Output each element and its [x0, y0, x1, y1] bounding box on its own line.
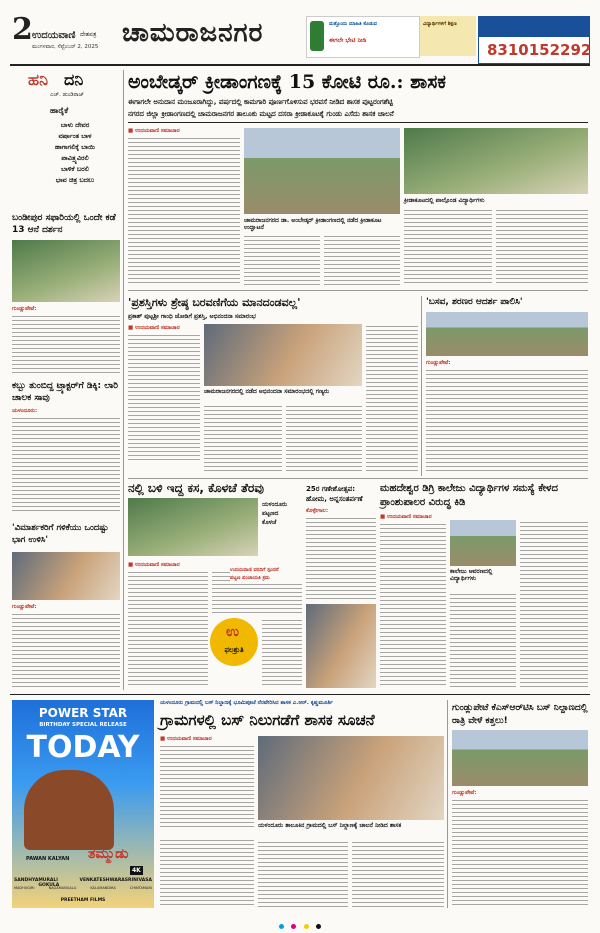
college-caption: ಕಾಲೇಜು ಆವರಣದಲ್ಲಿ ವಿದ್ಯಾರ್ಥಿಗಳು	[450, 568, 493, 582]
left-story1-lead: ಗುಂಡ್ಲುಪೇಟೆ:	[12, 306, 37, 312]
left-story3-lead: ಗುಂಡ್ಲುಪೇಟೆ:	[12, 604, 37, 610]
canal-photo	[128, 498, 258, 556]
bus-body-col2	[160, 838, 254, 908]
canal-side-line: ಕೊಳಚೆ	[262, 519, 277, 526]
theater-name: SRINIVASA	[124, 878, 152, 883]
poem-line: ಭಾವ ಚಿತ್ರ ಬದಲು	[55, 176, 95, 184]
praise-headline: 'ಪ್ರಶಸ್ತಿಗಳು ಶ್ರೇಷ್ಠ ಬರವಣಿಗೆಯ ಮಾನದಂಡವಲ್ಲ'	[128, 296, 301, 309]
bus-byline: ■ ಉದಯವಾಣಿ ಸಮಾಚಾರ	[160, 736, 212, 742]
canal-note: ಉದಯವಾಣಿ ವರದಿಗೆ ಸ್ಪಂದನೆ	[230, 567, 279, 573]
basava-body	[426, 368, 588, 474]
lead-deck-2: ನಗರದ ಜಿಲ್ಲಾ ಕ್ರೀಡಾಂಗಣದಲ್ಲಿ ಚಾಮರಾಜನಗರ ತಾಲೂಕು ಮಟ್ಟದ ದಸರಾ ಕ್ರೀಡಾಕೂಟಕ್ಕೆ ಗುಂಡು ಎಸೆದು ಶಾಸಕ ಚಾಲನೆ	[128, 110, 394, 118]
cinema-4k-badge: 4K	[132, 867, 141, 874]
mid-section-rule	[128, 478, 588, 479]
bottom-column-rule	[447, 700, 448, 908]
lead-caption-main: ಚಾಮರಾಜನಗರದ ಡಾ. ಅಂಬೇಡ್ಕರ್ ಕ್ರೀಡಾಂಗಣದಲ್ಲಿ ನಡೆದ ಕ್ರೀಡಾಕೂಟ ಉದ್ಘಾಟನೆ	[244, 217, 382, 231]
masthead-rule	[10, 64, 590, 66]
left-story2-headline: ಕಬ್ಬು ತುಂಬಿದ್ದ ಟ್ರ್ಯಾಕ್ಟರ್‌ಗೆ ಡಿಕ್ಕಿ: ಲಾರಿ ಚಾಲಕ ಸಾವು	[12, 381, 119, 403]
canal-body-col3	[262, 618, 302, 688]
lead-deck-rule	[128, 122, 588, 123]
honey-title-b: ದನಿ	[64, 70, 84, 89]
phone-icon	[310, 21, 324, 51]
lead-deck-1: ಈಗಾಗಲೇ ಅನುದಾನ ಮಂಜೂರಾಗಿದ್ದು, ವರ್ಷದಲ್ಲಿ ಕಾಮಗಾರಿ ಪೂರ್ಣಗೊಳಿಸುವ ಭರವಸೆ ನೀಡಿದ ಶಾಸಕ ಪುಟ್ಟರಂಗಶೆಟ್ಟಿ	[128, 98, 393, 106]
phalashruti-label: ಫಲಶ್ರುತಿ	[224, 646, 244, 654]
praise-byline: ■ ಉದಯವಾಣಿ ಸಮಾಚಾರ	[128, 325, 180, 331]
theater-name: MURALI GOKULA	[38, 878, 60, 888]
canal-side-line: ಯಳಂದೂರು	[262, 501, 288, 508]
registration-dot	[291, 924, 296, 929]
left-story2-body	[12, 416, 120, 514]
praise-deck: ಪ್ರಕಾಶ್ ಪುಟ್ಟಶ್ರೀ ಗಾಂಧಿ ಜೋಡಿಗೆ ಪ್ರಶಸ್ತಿ, ಅಭಿನಂದನಾ ಸಮಾರಂಭ	[128, 313, 256, 320]
lead-end-rule	[128, 290, 588, 291]
color-registration-marks	[0, 914, 600, 924]
phalashruti-logo: ಉ	[226, 624, 239, 640]
poem-line: ಬಾಳು ದೇವರ	[60, 121, 90, 129]
college-body-col3	[520, 520, 588, 688]
cinema-film-title: ತಮ್ಮುಡು	[88, 846, 129, 862]
cinema-star-name: PAWAN KALYAN	[26, 856, 70, 862]
header-ad-1	[306, 16, 420, 58]
elephant-photo	[12, 240, 120, 302]
lead-caption-side: ಕ್ರೀಡಾಕೂಟದಲ್ಲಿ ಪಾಲ್ಗೊಂಡ ವಿದ್ಯಾರ್ಥಿಗಳು	[404, 197, 485, 204]
header-ad-3	[478, 16, 590, 64]
cinema-ad	[12, 700, 154, 908]
canal-byline: ■ ಉದಯವಾಣಿ ಸಮಾಚಾರ	[128, 562, 180, 568]
bus-caption: ಯಳಂದೂರು ತಾಲೂಕಿನ ಗ್ರಾಮದಲ್ಲಿ ಬಸ್ ನಿಲ್ದಾಣಕ್ಕೆ ಚಾಲನೆ ನೀಡಿದ ಶಾಸಕ	[258, 822, 402, 829]
cinema-top: POWER STAR	[38, 706, 128, 720]
homa-photo	[306, 604, 376, 688]
registration-dot	[316, 924, 321, 929]
homa-headline: 25ರ ಗಣೇಶೋತ್ಸವ: ಹೋಮ, ಅನ್ನಸಂತರ್ಪಣೆ	[306, 485, 363, 503]
lead-body-col3	[324, 234, 400, 286]
cinema-towns	[14, 886, 152, 890]
homa-body	[306, 516, 376, 602]
poem-line: ಪಾವಿತ್ರ್ಯವಿರಲಿ	[61, 154, 89, 162]
praise-column-rule	[421, 296, 422, 476]
issue-date: ಮಂಗಳವಾರ, ಸೆಪ್ಟೆಂಬರ್ 2, 2025	[32, 44, 99, 50]
lead-byline: ■ ಉದಯವಾಣಿ ಸಮಾಚಾರ	[128, 128, 180, 134]
gundlu-body	[452, 798, 588, 908]
canal-side-line: ಪಟ್ಟಣದ	[262, 510, 279, 517]
bus-body-col4	[352, 840, 444, 908]
canal-headline: ನಲ್ಲಿ ಬಳಿ ಇದ್ದ ಕಸ, ಕೊಳಚೆ ತೆರವು	[128, 481, 264, 495]
college-photo	[450, 520, 516, 566]
gundlu-headline: ಗುಂಡ್ಲುಪೇಟೆ ಕೆಎಸ್ಆರ್‌ಟಿಸಿ ಬಸ್ ನಿಲ್ದಾಣದಲ್ಲಿ ರಾತ್ರಿ ವೇಳೆ ಕತ್ತಲು!	[452, 703, 588, 726]
college-body-col2	[450, 592, 516, 688]
poem-line: ಬಾಳಿಕೆ ಬರಲಿ	[61, 165, 89, 173]
lead-body-col4	[404, 208, 492, 286]
header-ad-2-line: ವಿದ್ಯಾರ್ಥಿಗಳಿಗೆ ಶಿಕ್ಷಣ	[423, 21, 457, 27]
honey-box	[10, 70, 122, 210]
homa-lead: ಕೊಳ್ಳೇಗಾಲ:	[306, 508, 329, 514]
praise-photo	[204, 324, 362, 386]
lead-photo-main	[244, 128, 400, 214]
section-title: ಚಾಮರಾಜನಗರ	[122, 18, 264, 48]
registration-dot	[304, 924, 309, 929]
left-story3-body	[12, 612, 120, 688]
column-rule-left	[123, 70, 124, 690]
praise-caption: ಚಾಮರಾಜನಗರದಲ್ಲಿ ನಡೆದ ಅಭಿನಂದನಾ ಸಮಾರಂಭದಲ್ಲಿ ಗಣ್ಯರು	[204, 388, 330, 395]
left-story1-headline: ಬಂಡೀಪುರ ಸಫಾರಿಯಲ್ಲಿ ಒಂದೇ ಕಡೆ 13 ಆನೆ ದರ್ಶನ	[12, 213, 116, 235]
poem-line: ಹಾಗಾಗಲಿಕ್ಕೆ ಬಾಯಿ	[54, 143, 96, 151]
bus-body-col3	[258, 840, 348, 908]
bus-body-col1	[160, 744, 254, 828]
honey-title-a: ಹನಿ	[28, 70, 48, 89]
bus-photo	[258, 736, 444, 820]
left-story3-photo	[12, 552, 120, 600]
lead-headline: ಅಂಬೇಡ್ಕರ್ ಕ್ರೀಡಾಂಗಣಕ್ಕೆ 15 ಕೋಟಿ ರೂ.: ಶಾಸಕ	[128, 71, 446, 93]
registration-dot	[279, 924, 284, 929]
bottom-section-rule	[10, 694, 590, 695]
canal-note: ಪಟ್ಟಣ ಪಂಚಾಯತಿ ಕ್ರಮ	[230, 575, 270, 581]
theater-name: SANDHYA	[14, 878, 39, 883]
basava-headline: 'ಬಸವ, ಶರಣರ ಆದರ್ಶ ಪಾಲಿಸಿ'	[426, 297, 523, 307]
college-body-col1	[380, 522, 446, 688]
left-story2-lead: ಯಳಂದೂರು:	[12, 408, 38, 414]
bus-kicker: ಯಳಂದೂರು ಗ್ರಾಮದಲ್ಲಿ ಬಸ್ ನಿಲ್ದಾಣಕ್ಕೆ ಭೂಮಿಪೂಜೆ ನೆರವೇರಿಸಿದ ಶಾಸಕ ಎ.ಆರ್. ಕೃಷ್ಣಮೂರ್ತಿ	[160, 700, 333, 706]
poem-line: ವರ್ಷಾಂತ ಬಾಳ	[58, 132, 92, 140]
header-ad-3-band	[479, 17, 589, 37]
lead-body-col2	[244, 234, 320, 286]
header-ad-1-line2: ಈಗಲೇ ಭೇಟಿ ನೀಡಿ	[329, 37, 367, 44]
canal-notes	[230, 566, 302, 582]
header-ad-3-phone: 8310152292	[487, 41, 592, 59]
bus-headline: ಗ್ರಾಮಗಳಲ್ಲಿ ಬಸ್ ನಿಲುಗಡೆಗೆ ಶಾಸಕ ಸೂಚನೆ	[160, 711, 375, 729]
basava-lead: ಗುಂಡ್ಲುಪೇಟೆ:	[426, 360, 451, 366]
basava-photo	[426, 312, 588, 356]
praise-body-col1	[128, 333, 200, 463]
town-name: CHINTAMANI	[129, 886, 152, 890]
honey-poem	[30, 120, 120, 186]
page-number: 2	[12, 12, 33, 47]
header-ad-1-line1: ಮತ್ತೊಂದು ಮಾಹಿತಿ ಕೊಡುವ	[329, 21, 377, 27]
town-name: MADHUGIRI	[14, 886, 35, 890]
canal-body-col1	[128, 570, 208, 688]
paper-name: ಉದಯವಾಣಿ	[32, 30, 76, 41]
canal-side-text	[262, 500, 302, 527]
college-byline: ■ ಉದಯವಾಣಿ ಸಮಾಚಾರ	[380, 514, 432, 520]
praise-body-col2	[204, 404, 282, 474]
town-name: NAGAMANGALA	[48, 886, 77, 890]
cinema-big: TODAY	[26, 730, 140, 765]
phalashruti-badge	[210, 618, 258, 666]
left-story3-headline: 'ವಿಮಾರ್ಶಕರಿಗೆ ಗಳಿಕೆಯು ಒಂದಷ್ಟು ಭಾಗ ಉಳಿಸಿ'	[12, 523, 109, 545]
edition-label: ದೇಶಪತ್ರ	[80, 31, 97, 38]
college-headline: ಮಹದೇಶ್ವರ ಡಿಗ್ರಿ ಕಾಲೇಜು ವಿದ್ಯಾರ್ಥಿಗಳ ಸಮಸ್ಯೆ ಕೇಳದ ಪ್ರಾಂಶುಪಾಲರ ವಿರುದ್ಧ ಕಿಡಿ	[380, 483, 558, 508]
lead-body-col1	[128, 136, 240, 286]
cinema-star-figure	[24, 770, 114, 850]
lead-body-col5	[496, 208, 588, 286]
praise-body-col3	[286, 404, 362, 474]
town-name: KALAMANDIRA	[90, 886, 116, 890]
gundlu-lead: ಗುಂಡ್ಲುಪೇಟೆ:	[452, 790, 477, 796]
theater-name: VENKATESHWARA	[79, 878, 125, 883]
honey-byline: ಎಚ್. ಡುಂಡಿರಾಜ್	[50, 92, 85, 98]
praise-body-col4	[366, 324, 418, 474]
cinema-sub: BIRTHDAY SPECIAL RELEASE	[39, 722, 127, 728]
header-ad-2	[420, 16, 476, 56]
honey-poem-title: ಹಾರೈಕೆ	[50, 106, 69, 115]
cinema-footer: PREETHAM FILMS	[60, 898, 106, 903]
left-story1-body	[12, 314, 120, 374]
gundlu-photo	[452, 730, 588, 786]
lead-photo-side	[404, 128, 588, 194]
